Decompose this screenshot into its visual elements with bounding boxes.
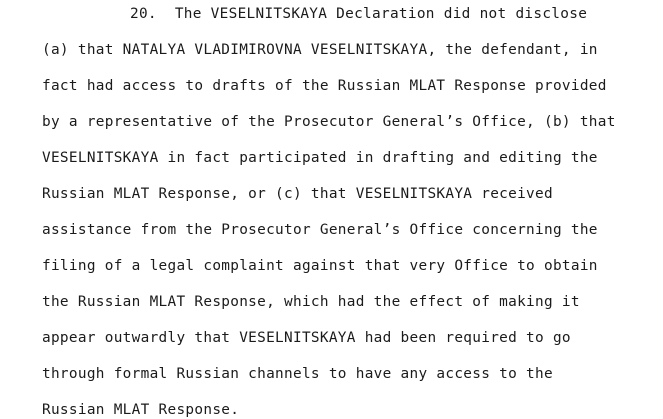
paragraph-line-4: by a representative of the Prosecutor General’s Office, (b) that bbox=[42, 114, 616, 130]
paragraph-line-2: (a) that NATALYA VLADIMIROVNA VESELNITSKAYA, the defendant, in bbox=[42, 42, 598, 58]
paragraph-line-5: VESELNITSKAYA in fact participated in drafting and editing the bbox=[42, 150, 598, 166]
paragraph-line-9: the Russian MLAT Response, which had the effect of making it bbox=[42, 294, 580, 310]
paragraph-line-8: filing of a legal complaint against that very Office to obtain bbox=[42, 258, 598, 274]
paragraph-line-6: Russian MLAT Response, or (c) that VESELNITSKAYA received bbox=[42, 186, 553, 202]
paragraph-line-3: fact had access to drafts of the Russian MLAT Response provided bbox=[42, 78, 607, 94]
paragraph-line-12: Russian MLAT Response. bbox=[42, 402, 240, 418]
paragraph-line-11: through formal Russian channels to have any access to the bbox=[42, 366, 553, 382]
paragraph-line-1: 20. The VESELNITSKAYA Declaration did not disclose bbox=[130, 6, 588, 22]
paragraph-line-7: assistance from the Prosecutor General’s Office concerning the bbox=[42, 222, 598, 238]
paragraph-line-10: appear outwardly that VESELNITSKAYA had been required to go bbox=[42, 330, 571, 346]
